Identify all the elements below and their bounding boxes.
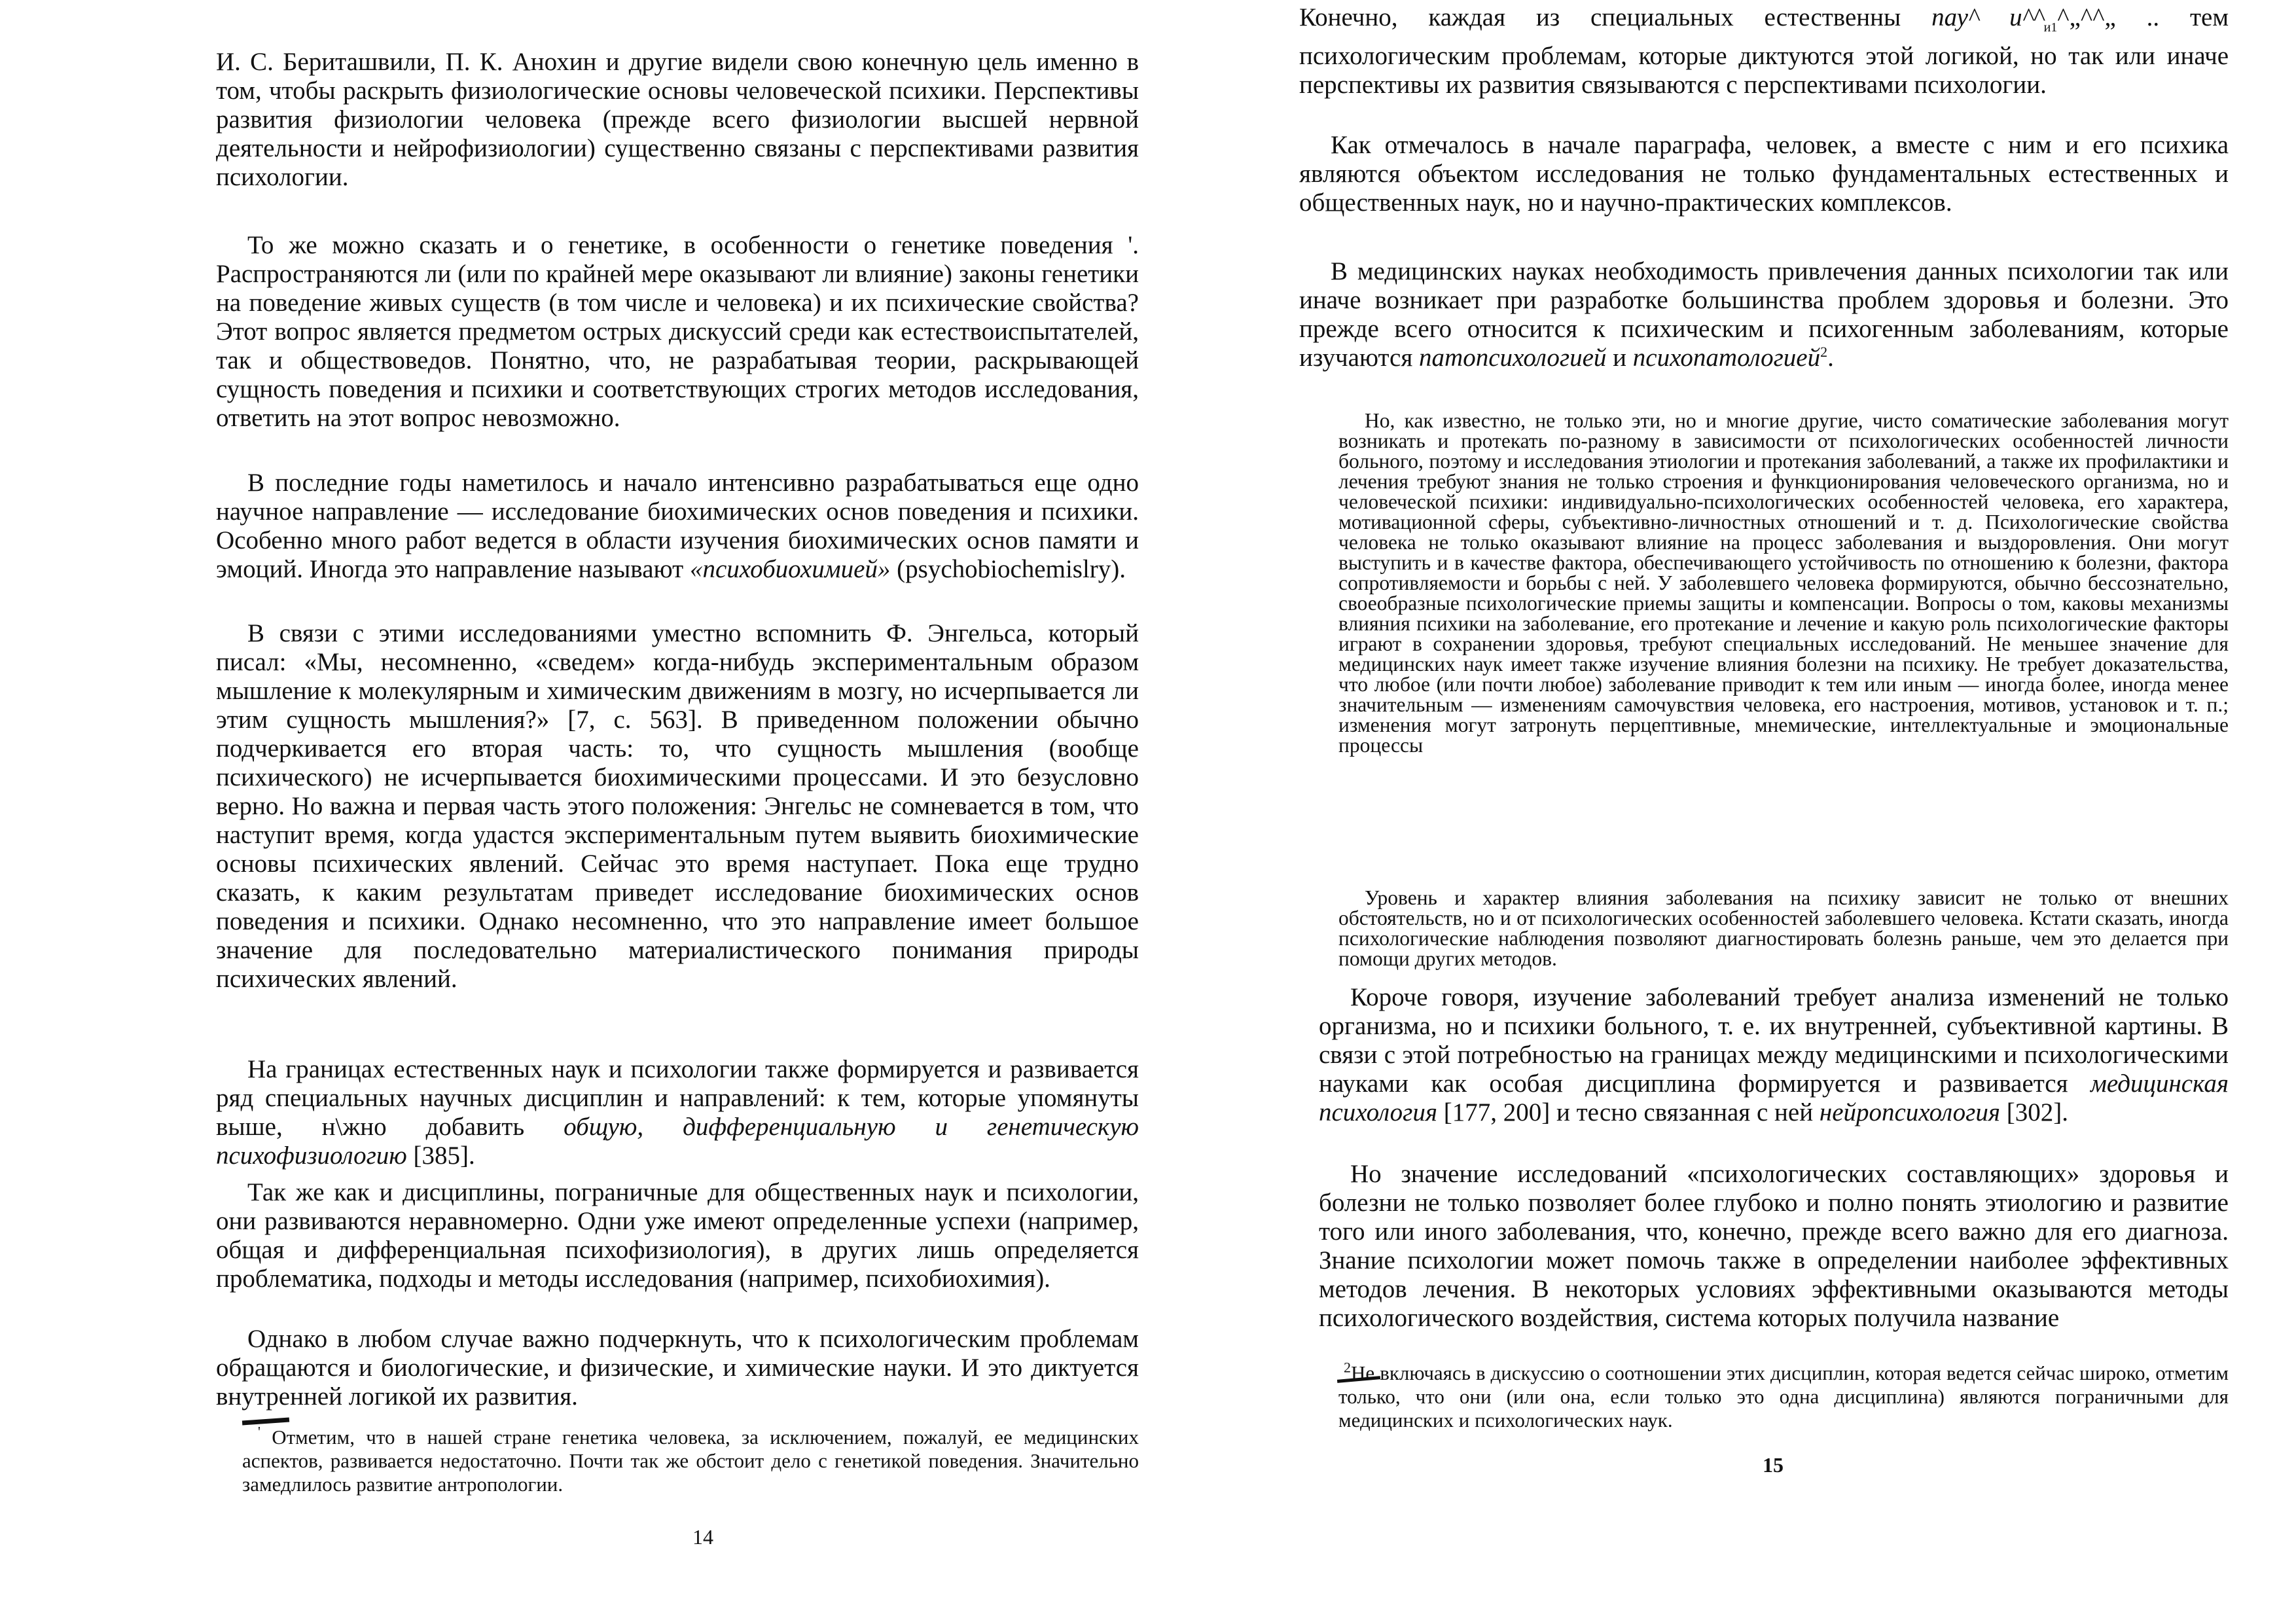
term-psychopathology: психопатологией [1632, 344, 1821, 372]
right-paragraph-5: Но значение исследований «психологических составляющих» здоровья и болезни не только позволяет более глубоко и полно понять этиологию и развитие того или иного заболевания, что, конечно, прежде всего важно для его диагноза. Знание психологии может помочь также в определении наиболее эффективных методов лечения. В некоторых условиях эффективными оказываются методы психологического воздействия, система которых получила название [1319, 1160, 2229, 1332]
left-footnote-mark: ' [258, 1423, 260, 1440]
right-paragraph-4 [1319, 983, 2229, 1127]
right-paragraph-4-text-a: Короче говоря, изучение заболеваний требует анализа изменений не только организма, но и психики больного, т. е. их внутренней, субъективной картины. В связи с этой потребностью на границах между медицинскими и психологическими науками как особая дисциплина формируется и развивается [1319, 983, 2229, 1098]
term-psychophysiology: общую, дифференциальную и генетическую психофизиологию [216, 1113, 1139, 1170]
left-paragraph-2-text-b: . Распространяются ли (или по крайней мере оказывают ли влияние) законы генетики на поведение живых существ (в том числе и человека) и их психические свойства? Этот вопрос является предметом острых дискуссий среди как естествоиспытателей, так и обществоведов. Понятно, что, не разрабатывая теории, раскрывающей сущность поведения и психики и соответствующих строгих методов исследования, ответить на этот вопрос невозможно. [216, 231, 1139, 432]
right-small-paragraph-1: Но, как известно, не только эти, но и многие другие, чисто соматические заболевания могут возникать и протекать по-разному в зависимости от психологических особенностей личности больного, поэтому и исследования этиологии и протекания заболеваний, а также их профилактики и лечения требуют знания не только строения и функционирования человеческого организма, но и человеческой психики: индивидуально-психологических особенностей человека, его характера, мотивационной сферы, субъективно-личностных отношений и т. д. Психологические свойства человека не только оказывают влияние на процесс заболевания и выздоровления. Они могут выступить и в качестве фактора, обеспечивающего устойчивость по отношению к болезни, фактора сопротивляемости и борьбы с ней. У заболевшего человека формируются, обычно бессознательно, своеобразные психологические приемы защиты и компенсации. Вопросы о том, каковы механизмы влияния психики на заболевание, его протекание и лечение и какую роль психологические факторы играют в сохранении здоровья, требуют специальных исследований. Не меньшее значение для медицинских наук имеет также изучение влияния болезни на психику. Не требует доказательства, что любое (или почти любое) заболевание приводит к тем или иным — иногда более, иногда менее значительным — изменениям самочувствия человека, его настроения, мотивов, установок и т. п.; изменения могут затронуть перцептивные, мнемические, интеллектуальные и эмоциональные процессы [1338, 409, 2229, 757]
page-number-left: 14 [692, 1525, 713, 1549]
right-paragraph-1-text-a: Конечно, каждая из специальных естественны [1299, 3, 1901, 31]
right-footnote [1338, 1361, 2229, 1432]
garbled-fragment: пау^ и^^ [1931, 3, 2044, 31]
right-paragraph-3-and: и [1613, 344, 1627, 372]
right-footnote-ne: Не [1351, 1361, 1375, 1384]
left-paragraph-6: Так же как и дисциплины, пограничные для общественных наук и психологии, они развиваются неравномерно. Одни уже имеют определенные успехи (например, общая и дифференциальная психофизиология), в других лишь определяется проблематика, подходы и методы исследования (например, психобиохимия). [216, 1178, 1139, 1293]
left-paragraph-2-text-a: То же можно сказать и о генетике, в особенности о генетике поведения [247, 231, 1113, 259]
left-paragraph-3 [216, 469, 1139, 584]
garbled-fragment-2: ^„^^„ .. [2057, 3, 2160, 31]
term-medical-psychology: медицинская психология [1319, 1070, 2229, 1126]
right-paragraph-4-text-b: [302]. [2006, 1098, 2068, 1126]
term-pathopsychology: патопсихологией [1419, 344, 1607, 372]
left-paragraph-1: И. С. Бериташвили, П. К. Анохин и другие видели свою конечную цель именно в том, чтобы раскрыть физиологические основы человеческой психики. Перспективы развития физиологии человека (прежде всего физиологии высшей нервной деятельности и нейрофизиологии) существенно связаны с перспективами развития психологии. [216, 48, 1139, 191]
term-psychobiochemistry: «психобиохимией» [689, 555, 891, 583]
footnote-ref-2: 2 [1820, 344, 1828, 360]
term-neuropsychology: нейропсихология [1819, 1098, 2001, 1126]
right-footnote-text: включаясь в дискуссию о соотношении этих дисциплин, которая ведется сейчас широко, отметим только, что они (или она, если только это одна дисциплина) являются пограничными для медицинских и психологических наук. [1338, 1361, 2229, 1431]
left-paragraph-7: Однако в любом случае важно подчеркнуть, что к психологическим проблемам обращаются и биологические, и физические, и химические науки. И это диктуется внутренней логикой их развития. [216, 1325, 1139, 1411]
right-paragraph-3 [1299, 257, 2229, 372]
page-number-right: 15 [1763, 1453, 1784, 1477]
left-footnote [242, 1423, 1139, 1496]
right-footnote-mark: 2 [1344, 1359, 1351, 1376]
footnote-rule-left [242, 1417, 289, 1425]
left-paragraph-5-text-a: На границах естественных наук и психологии также формируется и развивается ряд специальных научных дисциплин и направлений: к тем, которые упомянуты выше, н\жно добавить [216, 1055, 1139, 1141]
left-paragraph-2 [216, 231, 1139, 433]
footnote-ref-1: ' [1128, 231, 1133, 259]
left-paragraph-5-text-b: [385]. [413, 1142, 475, 1170]
right-paragraph-1-text-b: тем психологическим проблемам, которые диктуются этой логикой, но так или иначе перспективы их развития связываются с перспективами психологии. [1299, 3, 2229, 99]
left-paragraph-3-text-a: В последние годы наметилось и начало интенсивно разрабатываться еще одно научное направление — исследование биохимических основ поведения и психики. Особенно много работ ведется в области изучения биохимических основ памяти и эмоций. Иногда это направление называют [216, 469, 1139, 583]
left-paragraph-4: В связи с этими исследованиями уместно вспомнить Ф. Энгельса, который писал: «Мы, несомненно, «сведем» когда-нибудь экспериментальным образом мышление к молекулярным и химическим движениям в мозгу, но исчерпывается ли этим сущность мышления?» [7, с. 563]. В приведенном положении обычно подчеркивается его вторая часть: то, что сущность мышления (вообще психического) не исчерпывается биохимическими процессами. И это безусловно верно. Но важна и первая часть этого положения: Энгельс не сомневается в том, что наступит время, когда удастся экспериментальным путем выявить биохимические основы психических явлений. Сейчас это время наступает. Пока еще трудно сказать, к каким результатам приведет исследование биохимических основ поведения и психики. Однако несомненно, что это направление имеет большое значение для последовательно материалистического понимания природы психических явлений. [216, 619, 1139, 993]
garbled-subscript: и1 [2043, 20, 2058, 35]
left-paragraph-3-text-b: (psychobiochemislry). [897, 555, 1126, 583]
right-small-paragraph-2: Уровень и характер влияния заболевания на психику зависит не только от внешних обстоятельств, но и от психологических особенностей заболевшего человека. Кстати сказать, иногда психологические наблюдения позволяют диагностировать болезнь раньше, чем это делается при помощи других методов. [1338, 886, 2229, 970]
right-paragraph-2: Как отмечалось в начале параграфа, человек, а вместе с ним и его психика являются объектом исследования не только фундаментальных естественных и общественных наук, но и научно-практических комплексов. [1299, 131, 2229, 217]
left-footnote-text: Отметим, что в нашей стране генетика человека, за исключением, пожалуй, ее медицинских аспектов, развивается недостаточно. Почти так же обстоит дело с генетикой поведения. Значительно замедлилось развитие антропологии. [242, 1426, 1139, 1496]
right-paragraph-3-text-a: В медицинских науках необходимость привлечения данных психологии так или иначе возникает при разработке большинства проблем здоровья и болезни. Это прежде всего относится к психическим и психогенным заболеваниям, которые изучаются [1299, 257, 2229, 372]
right-paragraph-3-end: . [1827, 344, 1834, 372]
right-paragraph-4-mid: [177, 200] и тесно связанная с ней [1443, 1098, 1814, 1126]
left-paragraph-5 [216, 1055, 1139, 1170]
right-paragraph-1 [1299, 3, 2229, 99]
